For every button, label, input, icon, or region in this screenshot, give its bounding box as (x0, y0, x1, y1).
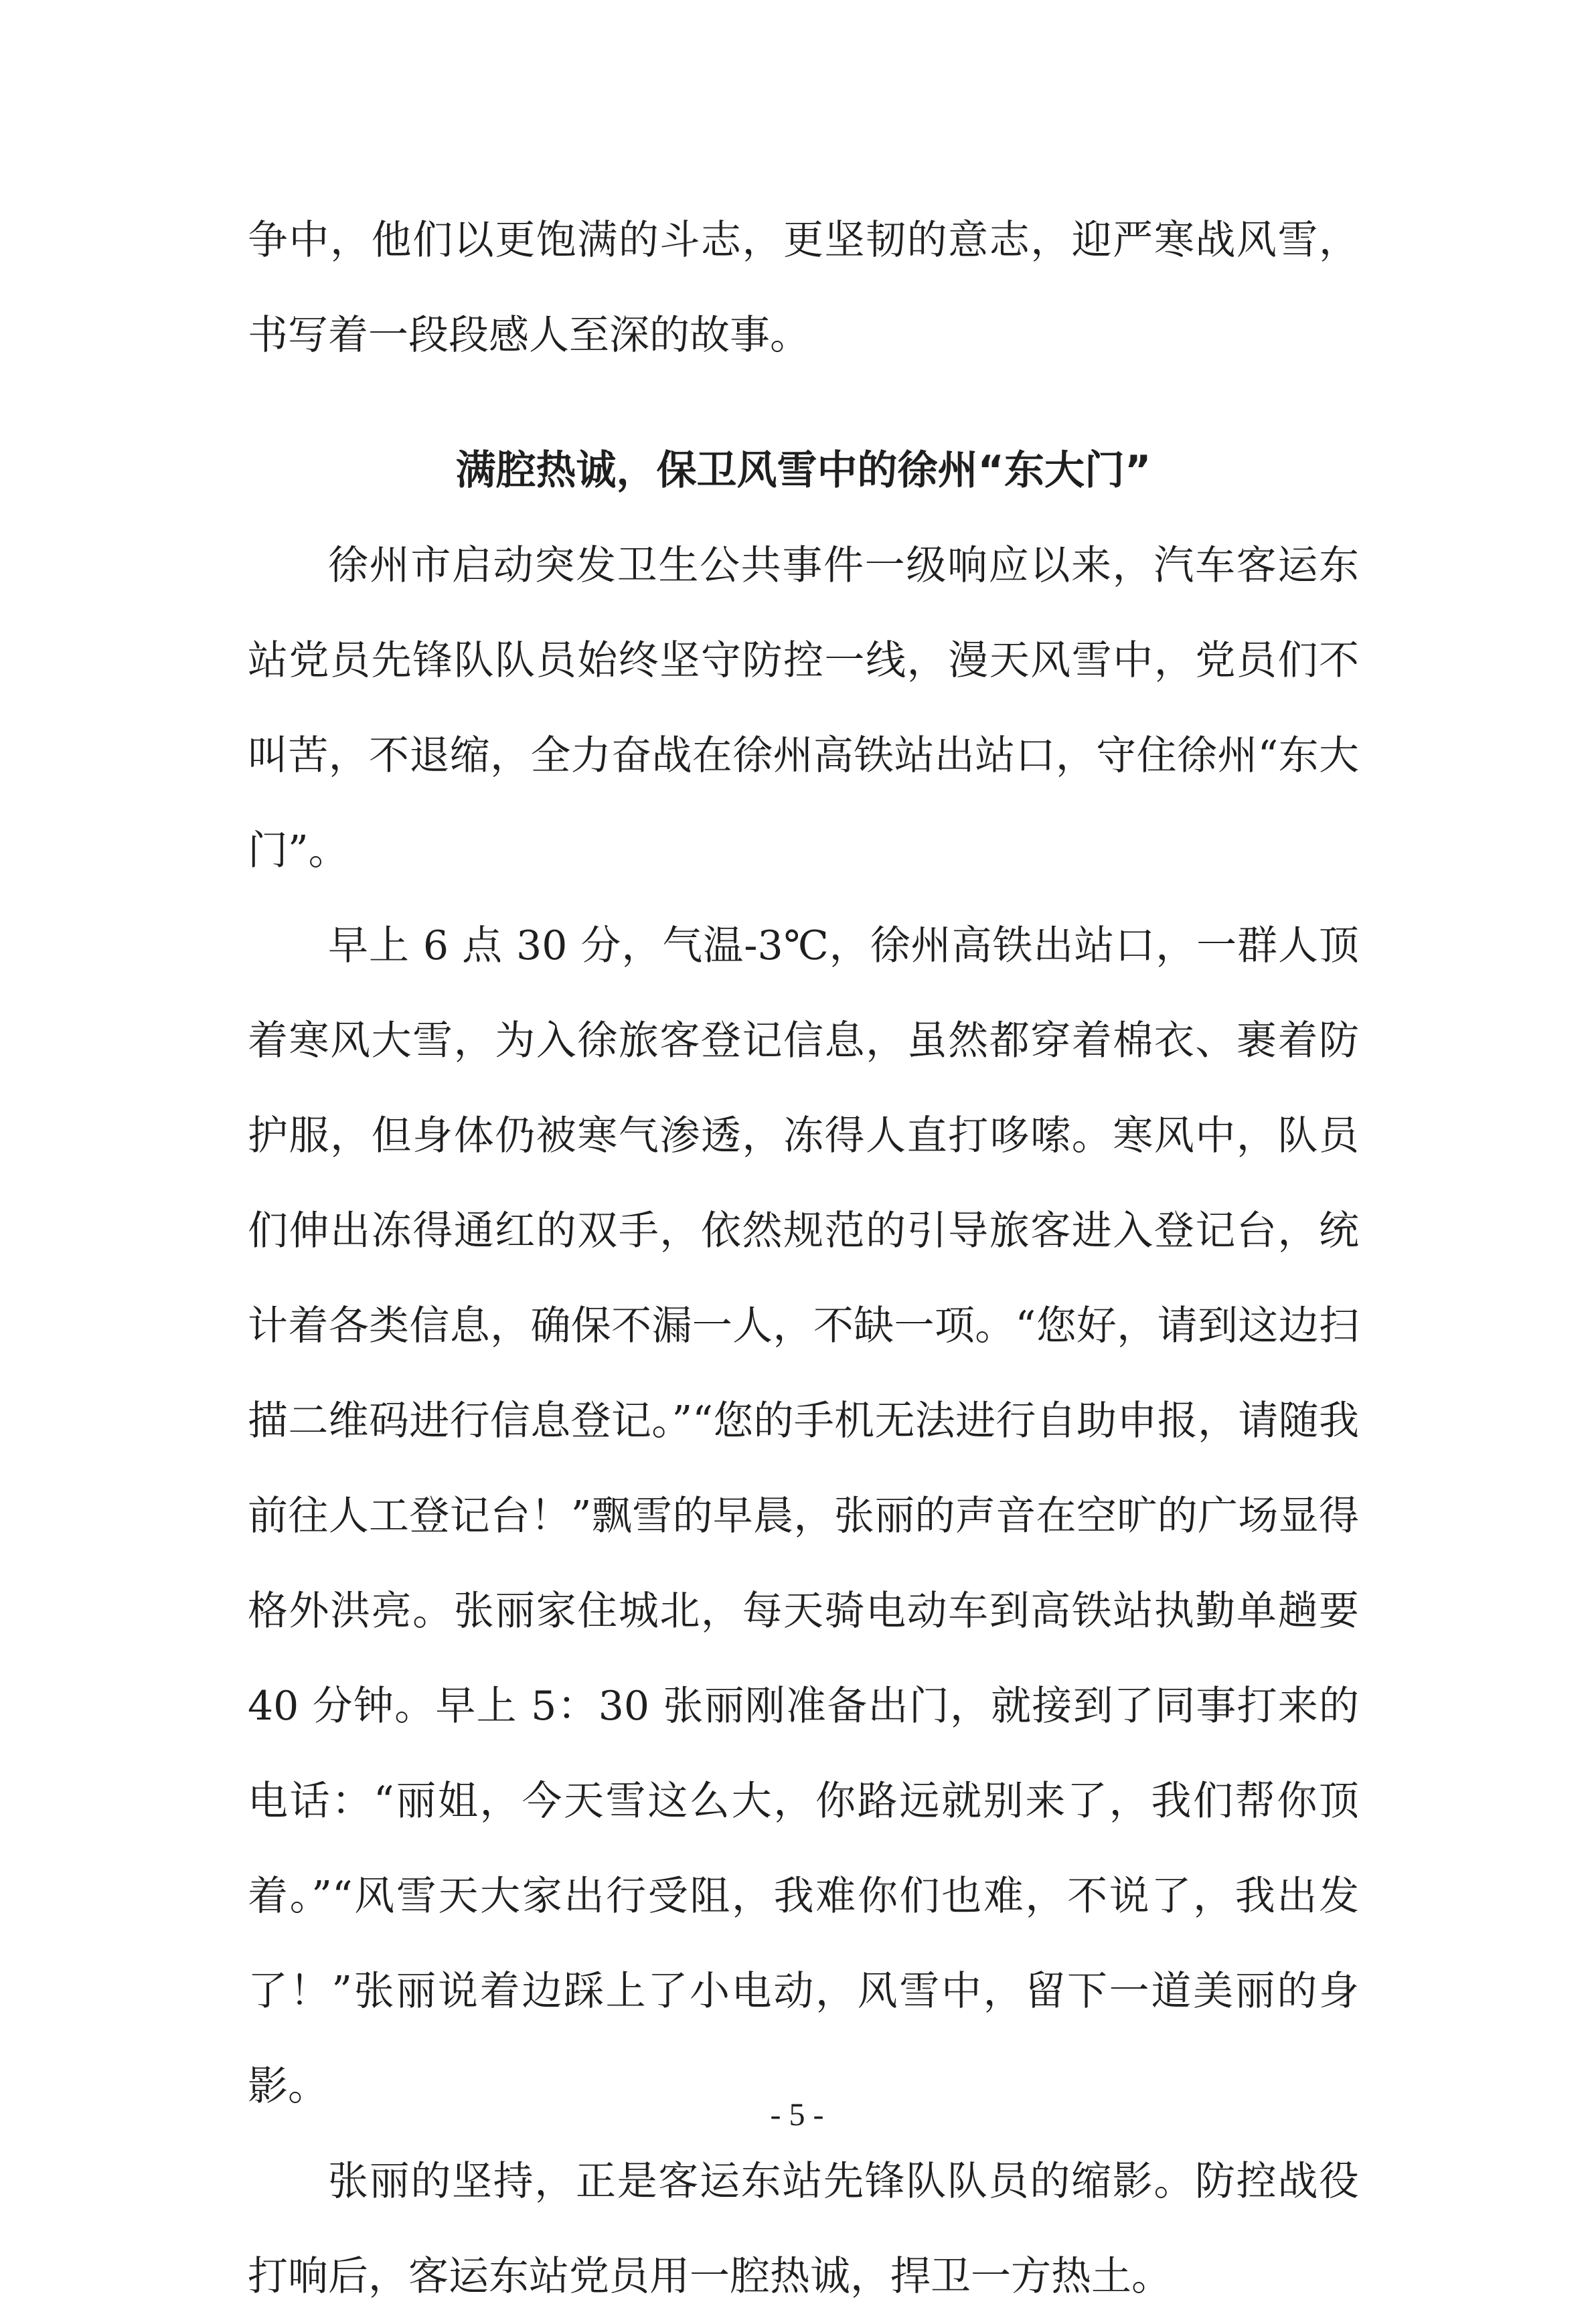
continuation-paragraph: 争中，他们以更饱满的斗志，更坚韧的意志，迎严寒战风雪，书写着一段段感人至深的故事。 (248, 217, 1359, 359)
continuation-block (248, 193, 1359, 383)
paragraph-2: 早上 6 点 30 分，气温-3℃，徐州高铁出站口，一群人顶着寒风大雪，为入徐旅客登记信息，虽然都穿着棉衣、裹着防护服，但身体仍被寒气渗透，冻得人直打哆嗦。寒风中，队员们伸出冻得通红的双手，依然规范的引导旅客进入登记台，统计着各类信息，确保不漏一人，不缺一项。“您好，请到这边扫描二维码进行信息登记。”“您的手机无法进行自助申报，请随我前往人工登记台！”飘雪的早晨，张丽的声音在空旷的广场显得格外洪亮。张丽家住城北，每天骑电动车到高铁站执勤单趟要 40 分钟。早上 5：30 张丽刚准备出门，就接到了同事打来的电话：“丽姐，今天雪这么大，你路远就别来了，我们帮你顶着。”“风雪天大家出行受阻，我难你们也难，不说了，我出发了！”张丽说着边踩上了小电动，风雪中，留下一道美丽的身影。 (248, 922, 1359, 2110)
paragraph-3: 张丽的坚持，正是客运东站先锋队队员的缩影。防控战役打响后，客运东站党员用一腔热诚，捍卫一方热土。 (248, 2158, 1359, 2300)
page-number: - 5 - (770, 2097, 824, 2133)
paragraph-1: 徐州市启动突发卫生公共事件一级响应以来，汽车客运东站党员先锋队队员始终坚守防控一线，漫天风雪中，党员们不叫苦，不退缩，全力奋战在徐州高铁站出站口，守住徐州“东大门”。 (248, 542, 1359, 874)
body-text (248, 518, 1359, 2324)
section-heading: 满腔热诚，保卫风雪中的徐州“东大门” (455, 447, 1151, 494)
